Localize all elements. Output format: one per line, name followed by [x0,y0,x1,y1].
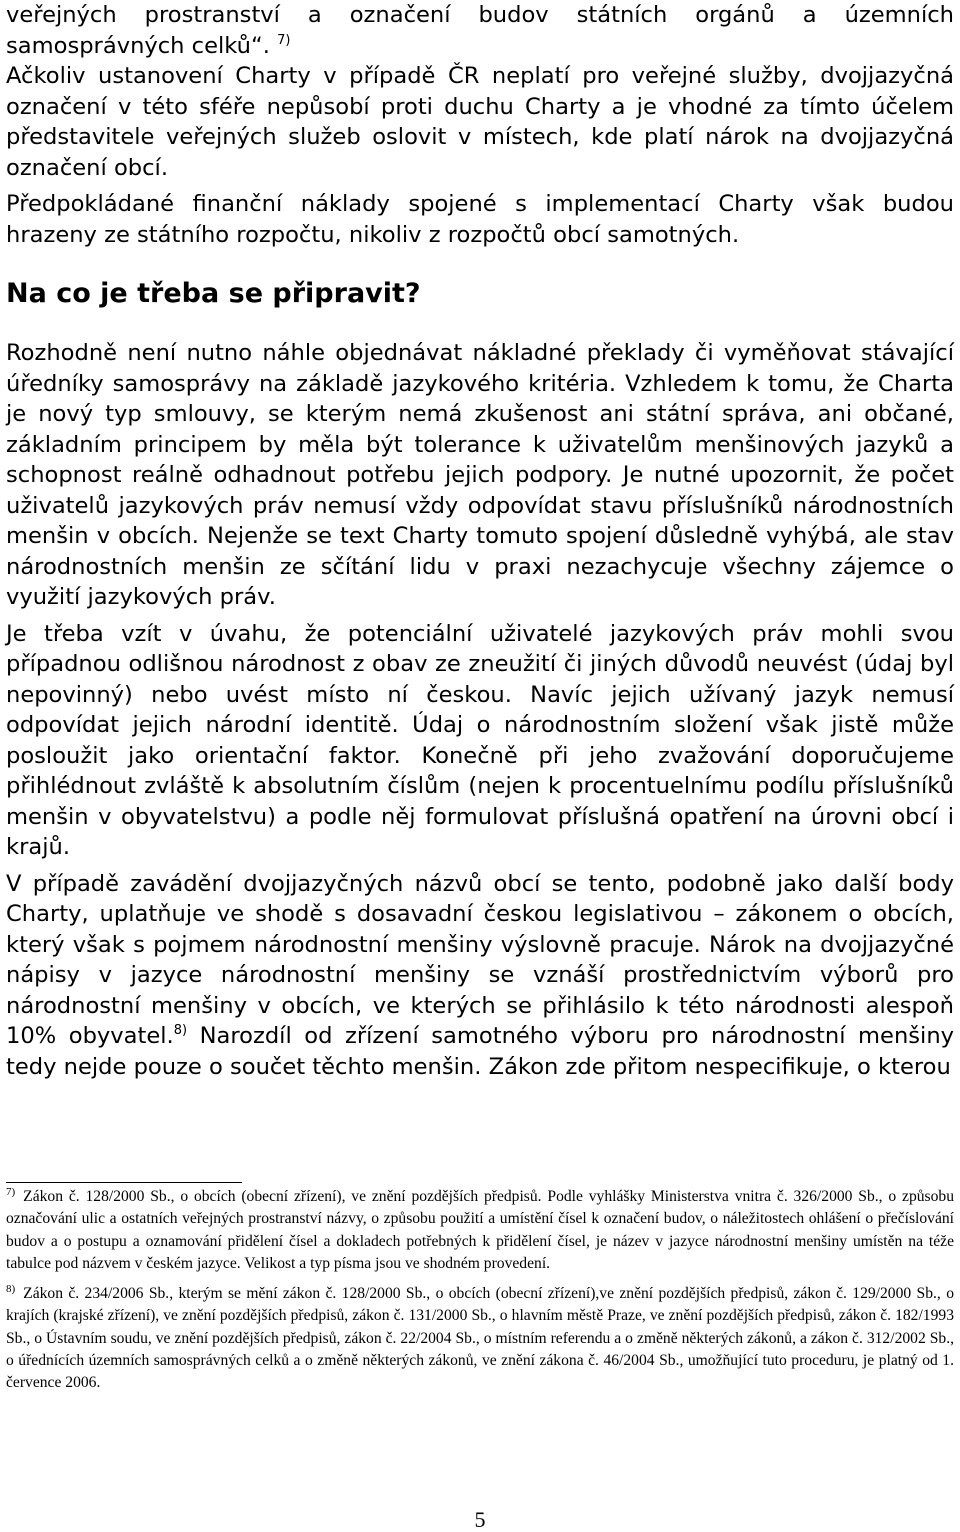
footnote-mark: 7) [6,1186,16,1198]
section-heading: Na co je třeba se připravit? [6,278,421,309]
footnote-text: Zákon č. 128/2000 Sb., o obcích (obecní zřízení), ve znění pozdějších předpisů. Podle vyhlášky Ministerstva vnitra č. 326/2000 Sb., o způsobu označování ulic a ostatních veřejných prostranství názvy, o způsobu použití a umístění čísel k označení budov, o náležitostech ohlášení o přečíslování budov a o postupu a oznamování přidělení čísel a dokladech potřebných k přidělení čísel, je název v jazyce národnostní menšiny umístěn na téže tabulce pod názvem v českém jazyce. Velikost a typ písma jsou ve shodném provedení. [6,1188,954,1272]
footnotes [6,1186,954,1395]
paragraph-users: Je třeba vzít v úvahu, že potenciální uživatelé jazykových práv mohli svou případnou odlišnou národnost z obav ze zneužití či jiných důvodů neuvést (údaj byl nepovinný) nebo uvést místo ní českou. Navíc jejich užívaný jazyk nemusí odpovídat jejich národní identitě. Údaj o národnostním složení však jistě může posloužit jako orientační faktor. Konečně při jeho zvažování doporučujeme přihlédnout zvláště k absolutním číslům (nejen k procentuelnímu podílu příslušníků menšin v obyvatelstvu) a podle něj formulovat příslušná opatření na úrovni obcí i krajů. [6,620,954,860]
paragraph-continuation [6,0,954,61]
footnote-text: Zákon č. 234/2006 Sb., kterým se mění zákon č. 128/2000 Sb., o obcích (obecní zřízení),ve znění pozdějších předpisů, zákon č. 129/2000 Sb., o krajích (krajské zřízení), ve znění pozdějších předpisů, zákon č. 131/2000 Sb., o hlavním městě Praze, ve znění pozdějších předpisů, zákon č. 182/1993 Sb., o Ústavním soudu, ve znění pozdějších předpisů, zákon č. 22/2004 Sb., o místním referendu a o změně některých zákonů, a zákon č. 312/2002 Sb., o úřednících územních samosprávných celků a o změně některých zákonů, ve znění zákona č. 46/2004 Sb., umožňující tuto proceduru, je platný od 1. července 2006. [6,1285,954,1392]
document-page [6,0,954,1082]
footnote-reference-8: 8) [173,1023,188,1038]
footnote-7 [6,1186,954,1275]
footnote-mark: 8) [6,1283,16,1296]
footnote-separator [6,1182,242,1183]
footnote-reference-7: 7) [277,32,291,48]
paragraph-public-services: Ačkoliv ustanovení Charty v případě ČR neplatí pro veřejné služby, dvojjazyčná označení v této sféře nepůsobí proti duchu Charty a je vhodné za tímto účelem představitele veřejných služeb oslovit v místech, kde platí nárok na dvojjazyčná označení obcí. [6,63,954,181]
paragraph-text: Narozdíl od zřízení samotného výboru pro národnostní menšiny tedy nejde pouze o součet těchto menšin. Zákon zde přitom nespecifikuje, o kterou [6,1023,955,1080]
footnote-8 [6,1283,954,1394]
paragraph-preparation: Rozhodně není nutno náhle objednávat nákladné překlady či vyměňovat stávající úředníky samosprávy na základě jazykového kritéria. Vzhledem k tomu, že Charta je nový typ smlouvy, se kterým nemá zkušenost ani státní správa, ani občané, základním principem by měla být tolerance k uživatelům menšinových jazyků a schopnost reálně odhadnout potřebu jejich podpory. Je nutné upozornit, že počet uživatelů jazykových práv nemusí vždy odpovídat stavu příslušníků národnostních menšin v obcích. Nejenže se text Charty tomuto spojení důsledně vyhýbá, ale stav národnostních menšin ze sčítání lidu v praxi nezachycuje všechny zájemce o využití jazykových práv. [6,340,954,610]
paragraph-costs: Předpokládané finanční náklady spojené s implementací Charty však budou hrazeny ze státního rozpočtu, nikoliv z rozpočtů obcí samotných. [6,191,954,248]
paragraph-bilingual-names [6,869,954,1083]
paragraph-text: V případě zavádění dvojjazyčných názvů obcí se tento, podobně jako další body Charty, uplatňuje ve shodě s dosavadní českou legislativou – zákonem o obcích, který však s pojmem národnostní menšiny výslovně pracuje. Nárok na dvojjazyčné nápisy v jazyce národnostní menšiny se vznáší prostřednictvím výborů pro národnostní menšiny v obcích, ve kterých se přihlásilo k této národnosti alespoň 10% obyvatel. [6,870,954,1049]
paragraph-text: veřejných prostranství a označení budov státních orgánů a územních samosprávných celků“. [6,2,954,59]
page-number: 5 [474,1507,486,1532]
